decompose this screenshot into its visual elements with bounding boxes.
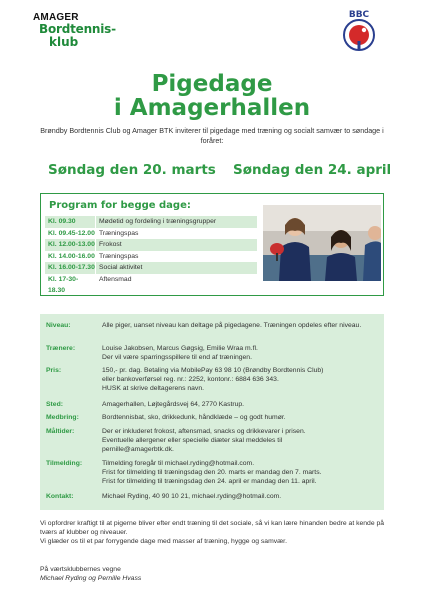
page-title-line2: i Amagerhallen [113, 95, 311, 121]
program-title: Program for begge dage: [49, 200, 191, 211]
info-value: Tilmelding foregår til michael.ryding@hotmail.com. Frist for tilmelding til træningsdag den 20. marts er mandag den 7. marts. Frist for tilmelding til træningsdag den 24. april er mandag den 11. april. [102, 460, 322, 485]
bbc-logo [340, 8, 378, 54]
info-value: Bordtennisbat, sko, drikkedunk, håndklæde – og godt humør. [102, 414, 286, 421]
info-box [40, 314, 384, 510]
info-value: 150,- pr. dag. Betaling via MobilePay 63 98 10 (Brøndby Bordtennis Club) eller bankoverførsel reg. nr.: 2252, kontonr.: 6884 636 343. HUSK at skrive deltagerens navn. [102, 367, 324, 392]
intro-text: Brøndby Bordtennis Club og Amager BTK inviterer til pigedage med træning og socialt samvær to søndage i foråret: [40, 126, 384, 145]
info-label: Pris: [46, 367, 62, 374]
info-label: Kontakt: [46, 493, 74, 500]
schedule-table [45, 216, 257, 294]
info-label: Måltider: [46, 428, 75, 435]
info-label: Medbring: [46, 414, 79, 421]
schedule-activity: Træningspas [95, 228, 257, 240]
amager-logo-line3: klub [49, 35, 79, 49]
schedule-activity: Træningspas [95, 251, 257, 263]
schedule-time: Kl. 09.30 [48, 218, 76, 225]
footer-text: Vi opfordrer kraftigt til at pigerne bliver efter endt træning til det sociale, så vi kan lære hinanden bedre at kende på tværs af klubber og niveauer. Vi glæder os til et par forrygende dage med masser af træning, hygge og samvær. [40, 520, 385, 545]
schedule-time: Kl. 09.45-12.00 [48, 229, 95, 237]
program-box [40, 193, 384, 296]
schedule-row [45, 251, 257, 263]
info-label: Trænere: [46, 345, 76, 352]
schedule-activity: Frokost [95, 239, 257, 251]
schedule-time: Kl. 17-30-18.30 [48, 275, 79, 294]
schedule-time: Kl. 12.00-13.00 [48, 241, 95, 248]
amager-btk-logo [33, 10, 173, 50]
schedule-row [45, 239, 257, 251]
date-second: Søndag den 24. april [233, 162, 392, 178]
bbc-logo-text: BBC [348, 10, 370, 20]
info-value: Amagerhallen, Løjtegårdsvej 64, 2770 Kastrup. [102, 401, 245, 408]
info-value: Alle piger, uanset niveau kan deltage på pigedagene. Træningen opdeles efter niveau. [102, 322, 362, 329]
schedule-row [45, 216, 257, 228]
info-value: Michael Ryding, 40 90 10 21, michael.ryding@hotmail.com. [102, 493, 282, 500]
info-value: Louise Jakobsen, Marcus Gøgsig, Emilie Wraa m.fl. Der vil være sparringsspillere til end af træningen. [102, 345, 258, 361]
amager-logo-line1: AMAGER [33, 12, 79, 23]
schedule-activity: Mødetid og fordeling i træningsgrupper [95, 216, 257, 228]
info-label: Sted: [46, 401, 63, 408]
schedule-row [45, 274, 257, 294]
schedule-row [45, 262, 257, 274]
info-value: Der er inkluderet frokost, aftensmad, snacks og drikkevarer i prisen. Eventuelle allergener eller specielle diæter skal meddeles til pernille@amagerbtk.dk. [102, 428, 306, 453]
signature-names: Michael Ryding og Pernille Hvass [40, 575, 142, 582]
info-label: Tilmelding: [46, 460, 83, 467]
schedule-activity: Aftensmad [95, 274, 257, 286]
signature [40, 565, 141, 583]
schedule-time: Kl. 14.00-16.00 [48, 252, 95, 260]
schedule-time: Kl. 16.00-17.30 [48, 264, 95, 271]
signature-line: På værtsklubbernes vegne [40, 566, 121, 573]
schedule-row [45, 228, 257, 240]
date-first: Søndag den 20. marts [48, 162, 216, 178]
info-label: Niveau: [46, 322, 71, 329]
schedule-activity: Social aktivitet [95, 262, 257, 274]
amager-logo-line2: Bordtennis- [39, 22, 116, 36]
players-photo [263, 205, 381, 281]
page-title-line1: Pigedage [151, 71, 273, 97]
